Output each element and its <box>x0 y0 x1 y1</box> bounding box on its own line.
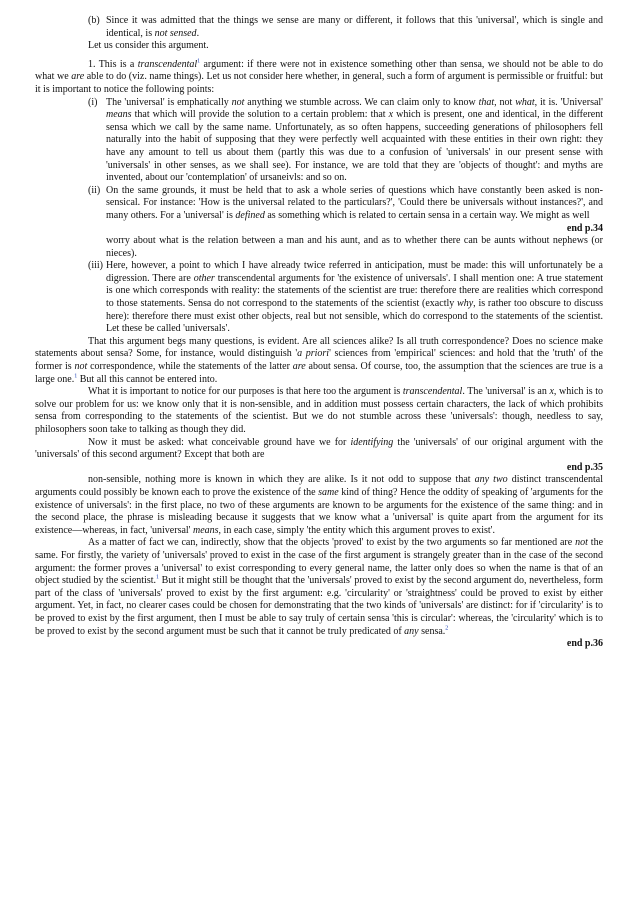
page-end-marker-36: end p.36 <box>566 638 603 650</box>
item-ii-label: (ii) <box>88 184 101 196</box>
item-iii-label: (iii) <box>88 260 103 272</box>
item-i: (i) The 'universal' is emphatically not anything we stumble across. We can claim only to know that, not what, it is. 'Universal' means that which will provide the solution to a certain problem: that x which is present, one and identical, in the different sensa which we call by the same name. Unfortunately, as so often happens, succeeding generations of philosophers fell naturally into the habit of supposing that they were perfectly well acquainted with these entities in their own right: they have any amount to tell us about them (partly this was due to a confusion of 'universals' in our present sense with 'universals' in other senses, as we shall see). For instance, we are told that they are 'objects of thought': and myths are invented, about our 'contemplation' of ursaneivls: and so on. <box>88 96 604 184</box>
item-i-label: (i) <box>88 96 98 108</box>
item-b-label: (b) <box>88 15 100 26</box>
paragraph-transcendental: 1. This is a transcendental$^1$ argument: if there were not in existence something other than sensa, we should not be able to do what we are able to do (viz. name things). Let us not consider here whether, in general, such a form of argument is permissible or fruitful: but it is important to notice the following points: <box>35 58 603 95</box>
item-b: (b) Since it was admitted that the things we sense are many or different, it follows that this 'universal', which is single and identical, is not sensed. <box>88 15 603 39</box>
footnote-ref[interactable]: 2 <box>445 625 449 632</box>
paragraph-non-sensible: non-sensible, nothing more is known in which they are alike. Is it not odd to suppose that any two distinct transcendental arguments could possibly be known each to prove the existence of the same kind of thing? Hence the oddity of speaking of 'arguments for the existence of universals': in the first place, no two of these arguments are known to be arguments for the existence of the same thing: and in the second place, the phrase is misleading because it suggests that we know what a 'universal' is quite apart from the argument for its existence—whereas, in fact, 'universal' means, in each case, simply 'the entity which this argument proves to exist'. <box>35 474 604 536</box>
footnote-ref[interactable]: 1 <box>197 58 201 65</box>
item-iii: (iii) Here, however, a point to which I have already twice referred in anticipation, must be made: this will unfortunately be a digression. There are other transcendental arguments for 'the existence of universals'. I shall mention one: A true statement is one which corresponds with reality: the statements of the scientist are true: therefore there are realities which correspond to those statements. Sensa do not correspond to the statements of the scientist (exactly why, is rather too obscure to discuss here): therefore there must exist other objects, real but not sensible, which do correspond to the statements of the scientist. Let these be called 'universals'. <box>88 260 603 335</box>
paragraph-now-asked: Now it must be asked: what conceivable ground have we for identifying the 'universals' of our original argument with the 'universals' of this second argument? Except that both are <box>35 436 603 461</box>
consider-line: Let us consider this argument. <box>88 40 209 52</box>
paragraph-begs-questions: That this argument begs many questions, is evident. Are all sciences alike? Is all truth correspondence? Does no science make statements about sensa? Some, for instance, would distinguish 'a priori' sciences from 'empirical' sciences: and hold that the 'truth' of the former is not correspondence, while the statements of the latter are about sensa. Of course, too, the assumption that the sciences are true is a large one.$^1$ But all this cannot be entered into. <box>35 335 603 385</box>
paragraph-what-important: What it is important to notice for our purposes is that here too the argument is transcendental. The 'universal' is an x, which is to solve our problem for us: we know only that it is non-sensible, and in addition must possess certain characters, the lack of which prohibits sensa from corresponding to the statements of the scientist. But we do not stumble across these 'universals': though, needless to say, philosophers soon take to talking as though they did. <box>35 386 604 435</box>
item-ii-continuation: worry about what is the relation between a man and his aunt, and as to whether there can be aunts without nephews (or nieces). <box>106 235 603 259</box>
page-end-marker-35: end p.35 <box>566 461 603 473</box>
footnote-ref[interactable]: 1 <box>74 373 78 380</box>
paragraph-matter-of-fact: As a matter of fact we can, indirectly, show that the objects 'proved' to exist by the two arguments so far mentioned are not the same. For firstly, the variety of 'universals' proved to exist in the case of the first argument is strangely greater than in the case of the second argument: the former proves a 'universal' to exist corresponding to every general name, the latter only does so when the name is that of an object studied by the scientist.$^1$ But it might still be thought that the 'universals' proved to exist by the second argument do, nevertheless, form part of the class of 'universals' proved to exist by the first argument: e.g. 'circularity' or 'straightness' could be proved to exist by either argument. Yet, in fact, no clearer cases could be chosen for demonstrating that the two kinds of 'universals' are distinct: for if 'circularity' is to be proved to exist by the first argument, then I must be able to say truly of certain sensa 'this is circular': whereas, the 'circularity' which is to be proved to exist by the second argument must be such that it cannot be truly predicated of any sensa.$^2$ <box>35 537 604 637</box>
item-ii: (ii) On the same grounds, it must be held that to ask a whole series of questions which have constantly been asked is non-sensical. For instance: 'How is the universal related to the particulars?', 'Could there be universals without instances?', and many others. For a 'universal' is defined as something which is related to certain sensa in a certain way. We might as well <box>88 184 603 221</box>
page-end-marker-34: end p.34 <box>566 222 603 234</box>
footnote-ref[interactable]: 1 <box>156 574 160 581</box>
